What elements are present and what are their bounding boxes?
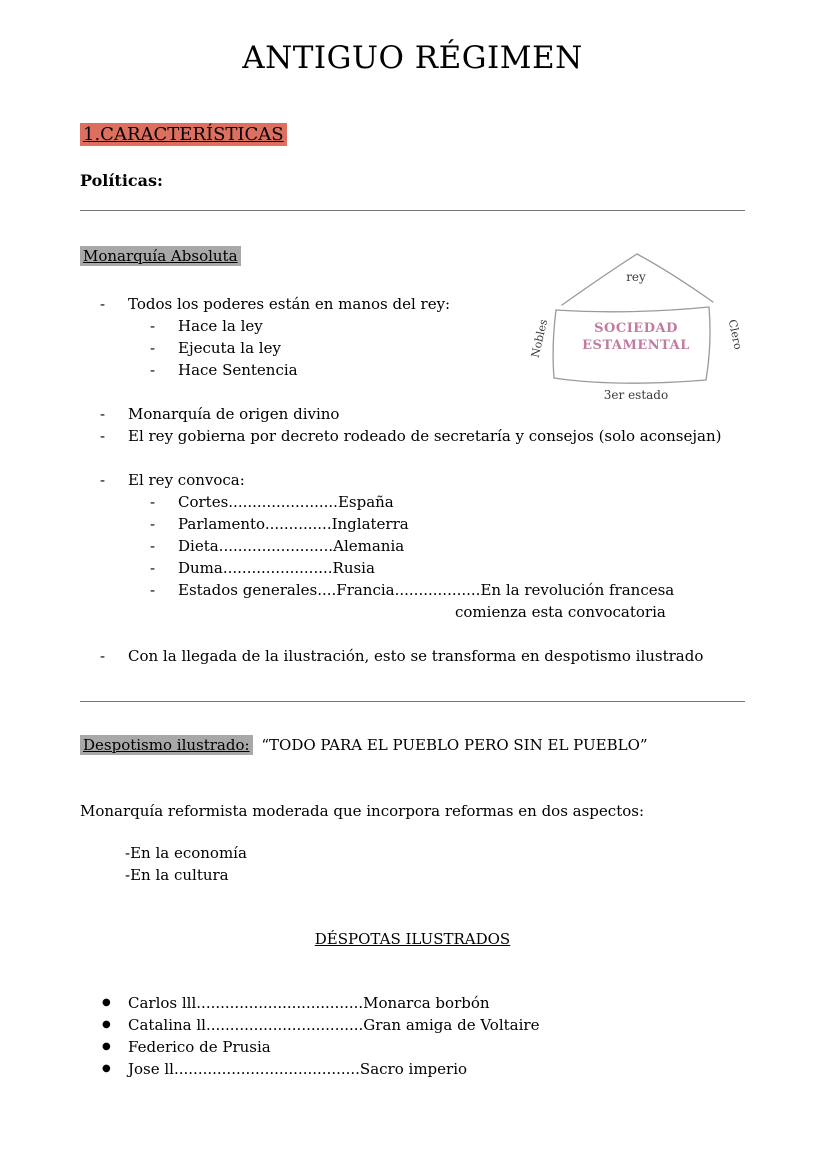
diagram-label-rey: rey xyxy=(626,270,646,284)
sub-list-item-cortes: - Cortes.......................España xyxy=(80,491,745,513)
aspect-cultura: -En la cultura xyxy=(125,866,229,884)
list-item-federico: ● Federico de Prusia xyxy=(80,1036,745,1058)
despotas-heading-row xyxy=(80,930,745,948)
diagram-label-clero: Clero xyxy=(725,318,745,351)
continuation-line: comienza esta convocatoria xyxy=(455,603,666,621)
divider-bottom xyxy=(80,701,745,702)
section-heading-row xyxy=(80,124,745,145)
despotas-heading: DÉSPOTAS ILUSTRADOS xyxy=(314,930,511,948)
sub-list-item-hace-sentencia: - Hace Sentencia xyxy=(80,359,745,381)
sub-list-item-parlamento: - Parlamento..............Inglaterra xyxy=(80,513,745,535)
divider-top xyxy=(80,210,745,211)
diagram-label-nobles: Nobles xyxy=(528,318,551,359)
sub-list-item-duma: - Duma.......................Rusia xyxy=(80,557,745,579)
list-item-jose: ● Jose ll.......................................Sacro imperio xyxy=(80,1058,745,1080)
diagram-label-3er-estado: 3er estado xyxy=(603,388,669,402)
despotismo-quote: “TODO PARA EL PUEBLO PERO SIN EL PUEBLO” xyxy=(261,736,648,754)
sociedad-estamental-diagram xyxy=(528,248,745,410)
sub-list-item-estados-generales: - Estados generales....Francia..................En la revolución francesa xyxy=(80,579,745,601)
aspect-economia: -En la economía xyxy=(125,844,247,862)
monarquia-absoluta-label: Monarquía Absoluta xyxy=(80,246,241,266)
list-item-catalina: ● Catalina ll.................................Gran amiga de Voltaire xyxy=(80,1014,745,1036)
list-item-carlos: ● Carlos lll...................................Monarca borbón xyxy=(80,992,745,1014)
list-item-poderes: - Todos los poderes están en manos del rey: xyxy=(80,293,745,315)
despotismo-description: Monarquía reformista moderada que incorpora reformas en dos aspectos: xyxy=(80,802,645,820)
politicas-subheading: Políticas: xyxy=(80,171,163,190)
list-item-origen-divino: - Monarquía de origen divino xyxy=(80,403,745,425)
document-title: ANTIGUO RÉGIMEN xyxy=(242,40,583,76)
list-item-gobierna-decreto: - El rey gobierna por decreto rodeado de secretaría y consejos (solo aconsejan) xyxy=(80,425,745,447)
despotismo-row xyxy=(80,736,745,754)
section-heading: 1.CARACTERÍSTICAS xyxy=(80,123,287,146)
despotismo-label: Despotismo ilustrado: xyxy=(80,735,253,755)
despotas-list xyxy=(80,992,745,1080)
diagram-label-sociedad-estamental: SOCIEDAD ESTAMENTAL xyxy=(582,321,690,353)
sub-list-item-hace-ley: - Hace la ley xyxy=(80,315,745,337)
list-item-ilustracion: - Con la llegada de la ilustración, esto se transforma en despotismo ilustrado xyxy=(80,645,745,667)
sub-list-item-ejecuta-ley: - Ejecuta la ley xyxy=(80,337,745,359)
list-item-rey-convoca: - El rey convoca: xyxy=(80,469,745,491)
sub-list-item-dieta: - Dieta........................Alemania xyxy=(80,535,745,557)
